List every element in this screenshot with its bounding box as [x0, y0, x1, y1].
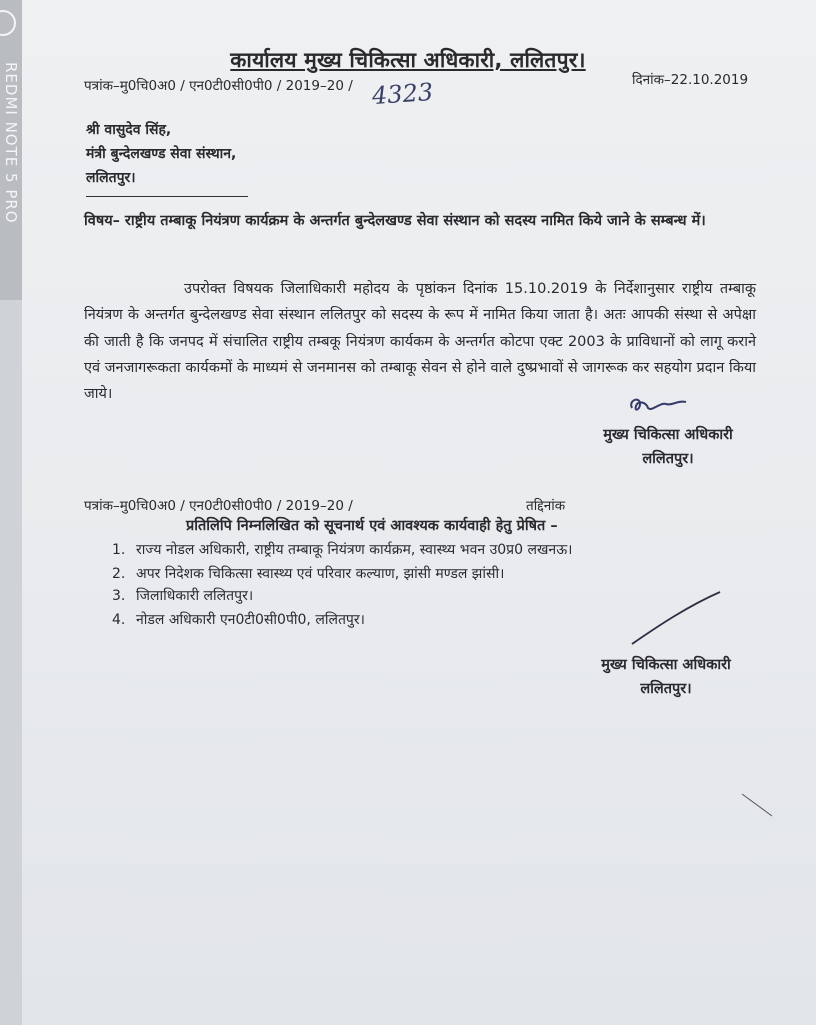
signature-mark-2 [628, 588, 724, 648]
signature-mark-1 [626, 394, 696, 418]
copy-item-text: जिलाधिकारी ललितपुर। [136, 588, 254, 604]
addressee-designation: मंत्री बुन्देलखण्ड सेवा संस्थान, [86, 146, 237, 162]
copy-reference-number: पत्रांक–मु0चि0अ0 / एन0टी0सी0पी0 / 2019–20 / [84, 498, 353, 514]
handwritten-dispatch-number: 4323 [371, 77, 434, 111]
camera-watermark-strip [0, 0, 22, 300]
addressee-name: श्री वासुदेव सिंह, [86, 122, 172, 138]
pen-mark [738, 790, 778, 820]
letter-body-text: उपरोक्त विषयक जिलाधिकारी महोदय के पृष्ठांकन दिनांक 15.10.2019 के निर्देशानुसार राष्ट्रीय तम्बाकू नियंत्रण के अन्तर्गत बुन्देलखण्ड सेवा संस्थान ललितपुर को सदस्य के रूप में नामित किया जाता है। अतः आपकी संस्था से अपेक्षा की जाती है कि जनपद में संचालित राष्ट्रीय तम्बकू नियंत्रण कार्यकम के अन्तर्गत कोटपा एक्ट 2003 के प्राविधानों को लागू कराने एवं जनजागरूकता कार्यकमों के माध्यमं से जनमानस को तम्बाकू सेवन से होने वाले दुष्प्रभावों से जागरूक कर सहयोग प्रदान किया जाये। [84, 281, 756, 403]
office-title: कार्यालय मुख्य चिकित्सा अधिकारी, ललितपुर। [230, 48, 586, 72]
copy-item-number: 1. [112, 542, 126, 558]
copy-list-item [112, 586, 253, 605]
copy-list-item [112, 610, 365, 629]
signatory-place-2: ललितपुर। [640, 681, 692, 697]
signatory-place-1: ललितपुर। [642, 451, 694, 467]
signatory-title-1: मुख्य चिकित्सा अधिकारी [603, 427, 733, 443]
copy-item-number: 3. [112, 588, 126, 604]
watermark-circle-icon [0, 10, 16, 36]
copy-item-number: 4. [112, 612, 126, 628]
reference-number: पत्रांक–मु0चि0अ0 / एन0टी0सी0पी0 / 2019–20 / [84, 78, 353, 94]
copy-date: तद्दिनांक [526, 498, 566, 514]
addressee-city: ललितपुर। [86, 170, 136, 186]
copy-item-text: नोडल अधिकारी एन0टी0सी0पी0, ललितपुर। [136, 612, 365, 628]
subject-line: विषय– राष्ट्रीय तम्बाकू नियंत्रण कार्यक्रम के अन्तर्गत बुन्देलखण्ड सेवा संस्थान को सदस्य नामित किये जाने के सम्बन्ध में। [84, 213, 706, 229]
copy-item-text: अपर निदेशक चिकित्सा स्वास्थ्य एवं परिवार कल्याण, झांसी मण्डल झांसी। [136, 566, 505, 582]
camera-watermark-text: REDMI NOTE 5 PRO [2, 62, 20, 224]
letter-date: दिनांक–22.10.2019 [632, 72, 749, 88]
copy-list-item [112, 540, 573, 559]
copy-heading: प्रतिलिपि निम्नलिखित को सूचनार्थ एवं आवश्यक कार्यवाही हेतु प्रेषित – [186, 518, 558, 534]
copy-item-text: राज्य नोडल अधिकारी, राष्ट्रीय तम्बाकू नियंत्रण कार्यक्रम, स्वास्थ्य भवन उ0प्र0 लखनऊ। [136, 542, 573, 558]
address-separator [86, 196, 248, 197]
signatory-title-2: मुख्य चिकित्सा अधिकारी [601, 657, 731, 673]
copy-list-item [112, 564, 504, 583]
copy-item-number: 2. [112, 566, 126, 582]
letter-body [84, 276, 756, 407]
